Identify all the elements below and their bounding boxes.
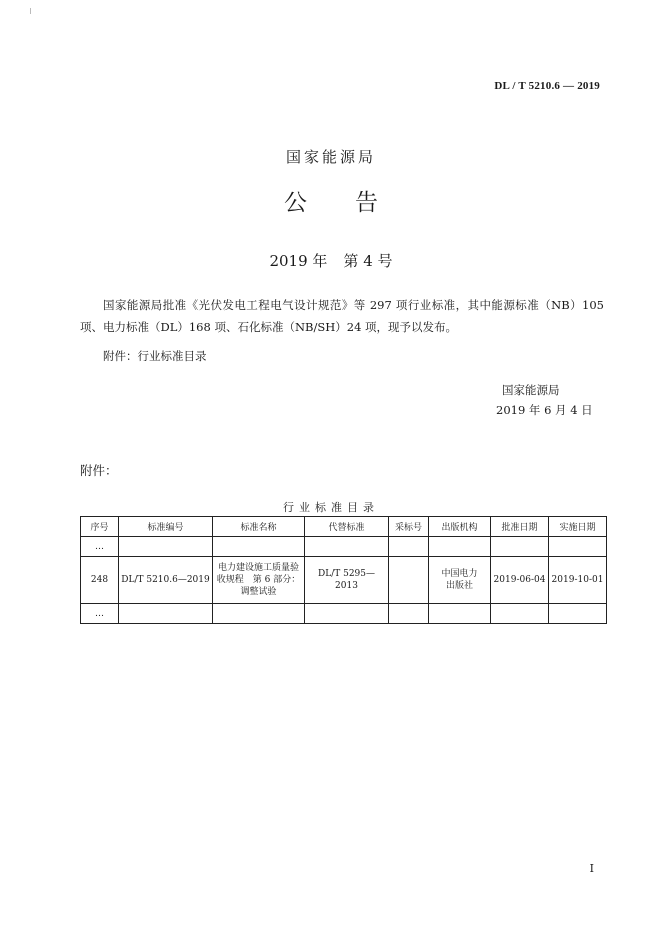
publisher-cell: 中国电力出版社	[429, 557, 491, 604]
notice-serial: 第 4 号	[343, 252, 393, 270]
notice-title-char: 公	[284, 190, 307, 216]
issuing-agency: 国家能源局	[285, 148, 376, 166]
seq-cell: 248	[81, 557, 119, 604]
code-cell: DL/T 5210.6—2019	[119, 557, 213, 604]
column-header: 批准日期	[491, 517, 549, 537]
seq-cell: …	[81, 537, 119, 557]
notice-title-char: 告	[355, 190, 378, 216]
column-header: 采标号	[389, 517, 429, 537]
column-header: 标准名称	[213, 517, 305, 537]
attachment-heading: 附件：	[80, 463, 118, 478]
notice-year: 2019 年	[269, 252, 328, 270]
effective-date-cell: 2019-10-01	[549, 557, 607, 604]
column-header: 序号	[81, 517, 119, 537]
table-row	[81, 537, 607, 557]
announcement-body: 国家能源局批准《光伏发电工程电气设计规范》等 297 项行业标准，其中能源标准（NB）105 项、电力标准（DL）168 项、石化标准（NB/SH）24 项，现予以发布。	[80, 298, 604, 334]
replaces-cell: DL/T 5295—2013	[305, 557, 389, 604]
approval-date-cell: 2019-06-04	[491, 557, 549, 604]
attachment-note: 附件：行业标准目录	[103, 349, 207, 363]
table-row	[81, 604, 607, 624]
column-header: 实施日期	[549, 517, 607, 537]
column-header: 标准编号	[119, 517, 213, 537]
signature-date: 2019 年 6 月 4 日	[496, 403, 593, 417]
seq-cell: …	[81, 604, 119, 624]
scan-mark	[30, 8, 31, 14]
column-header: 代替标准	[305, 517, 389, 537]
column-header: 出版机构	[429, 517, 491, 537]
name-cell: 电力建设施工质量验收规程 第 6 部分：调整试验	[213, 557, 305, 604]
standards-catalog-table	[80, 516, 607, 624]
table-header-row	[81, 517, 607, 537]
page-number: I	[589, 862, 594, 875]
table-row	[81, 557, 607, 604]
catalog-title: 行业标准目录	[283, 501, 379, 514]
signature-org: 国家能源局	[502, 383, 560, 397]
notice-title	[0, 184, 662, 217]
notice-number	[0, 250, 662, 271]
standard-code: DL / T 5210.6 — 2019	[494, 80, 600, 92]
adopted-cell	[389, 557, 429, 604]
